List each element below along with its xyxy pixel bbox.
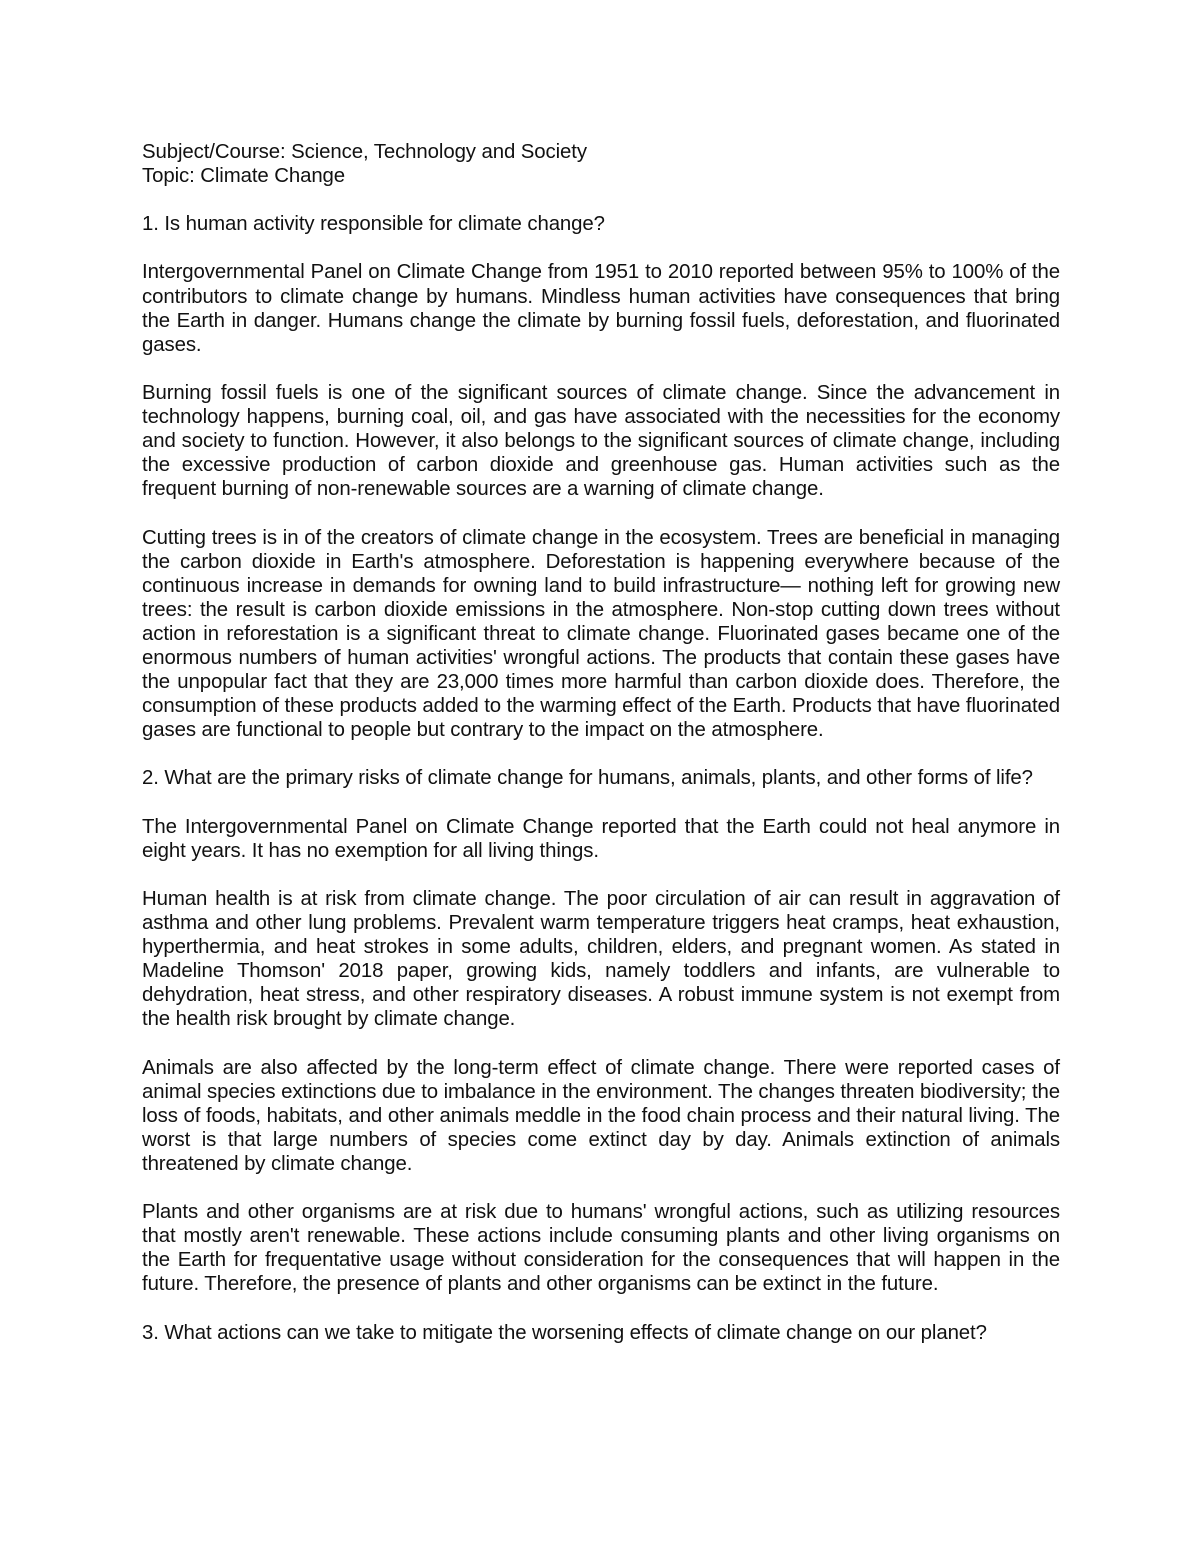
question-3: 3. What actions can we take to mitigate the worsening effects of climate change on our planet? xyxy=(142,1321,987,1344)
question-1: 1. Is human activity responsible for climate change? xyxy=(142,213,605,236)
q2-paragraph-2: Human health is at risk from climate change. The poor circulation of air can result in aggravation of asthma and other lung problems. Prevalent warm temperature triggers heat cramps, heat exhaustion, hyperthermia, and heat strokes in some adults, children, elders, and pregnant women. As stated in Madeline Thomson' 2018 paper, growing kids, namely toddlers and infants, are vulnerable to dehydration, heat stress, and other respiratory diseases. A robust immune system is not exempt from the health risk brought by climate change. xyxy=(142,887,1060,1031)
q1-paragraph-2: Burning fossil fuels is one of the significant sources of climate change. Since the advancement in technology happens, burning coal, oil, and gas have associated with the necessities for the economy and society to function. However, it also belongs to the significant sources of climate change, including the excessive production of carbon dioxide and greenhouse gas. Human activities such as the frequent burning of non-renewable sources are a warning of climate change. xyxy=(142,381,1060,501)
q1-paragraph-3: Cutting trees is in of the creators of climate change in the ecosystem. Trees are beneficial in managing the carbon dioxide in Earth's atmosphere. Deforestation is happening everywhere because of the continuous increase in demands for owning land to build infrastructure— nothing left for growing new trees: the result is carbon dioxide emissions in the atmosphere. Non-stop cutting down trees without action in reforestation is a significant threat to climate change. Fluorinated gases became one of the enormous numbers of human activities' wrongful actions. The products that contain these gases have the unpopular fact that they are 23,000 times more harmful than carbon dioxide does. Therefore, the consumption of these products added to the warming effect of the Earth. Products that have fluorinated gases are functional to people but contrary to the impact on the atmosphere. xyxy=(142,526,1060,742)
q1-paragraph-1: Intergovernmental Panel on Climate Change from 1951 to 2010 reported between 95% to 100% of the contributors to climate change by humans. Mindless human activities have consequences that bring the Earth in danger. Humans change the climate by burning fossil fuels, deforestation, and fluorinated gases. xyxy=(142,261,1060,356)
q2-paragraph-4: Plants and other organisms are at risk due to humans' wrongful actions, such as utilizing resources that mostly aren't renewable. These actions include consuming plants and other living organisms on the Earth for frequentative usage without consideration for the consequences that will happen in the future. Therefore, the presence of plants and other organisms can be extinct in the future. xyxy=(142,1201,1060,1296)
q2-paragraph-1: The Intergovernmental Panel on Climate Change reported that the Earth could not heal anymore in eight years. It has no exemption for all living things. xyxy=(142,815,1060,862)
document-header xyxy=(142,140,1060,188)
question-2: 2. What are the primary risks of climate change for humans, animals, plants, and other forms of life? xyxy=(142,767,1033,790)
subject-course: Subject/Course: Science, Technology and Society xyxy=(142,141,587,163)
q2-paragraph-3: Animals are also affected by the long-term effect of climate change. There were reported cases of animal species extinctions due to imbalance in the environment. The changes threaten biodiversity; the loss of foods, habitats, and other animals meddle in the food chain process and their natural living. The worst is that large numbers of species come extinct day by day. Animals extinction of animals threatened by climate change. xyxy=(142,1056,1060,1175)
document-page xyxy=(142,140,1060,1369)
topic: Topic: Climate Change xyxy=(142,165,346,188)
